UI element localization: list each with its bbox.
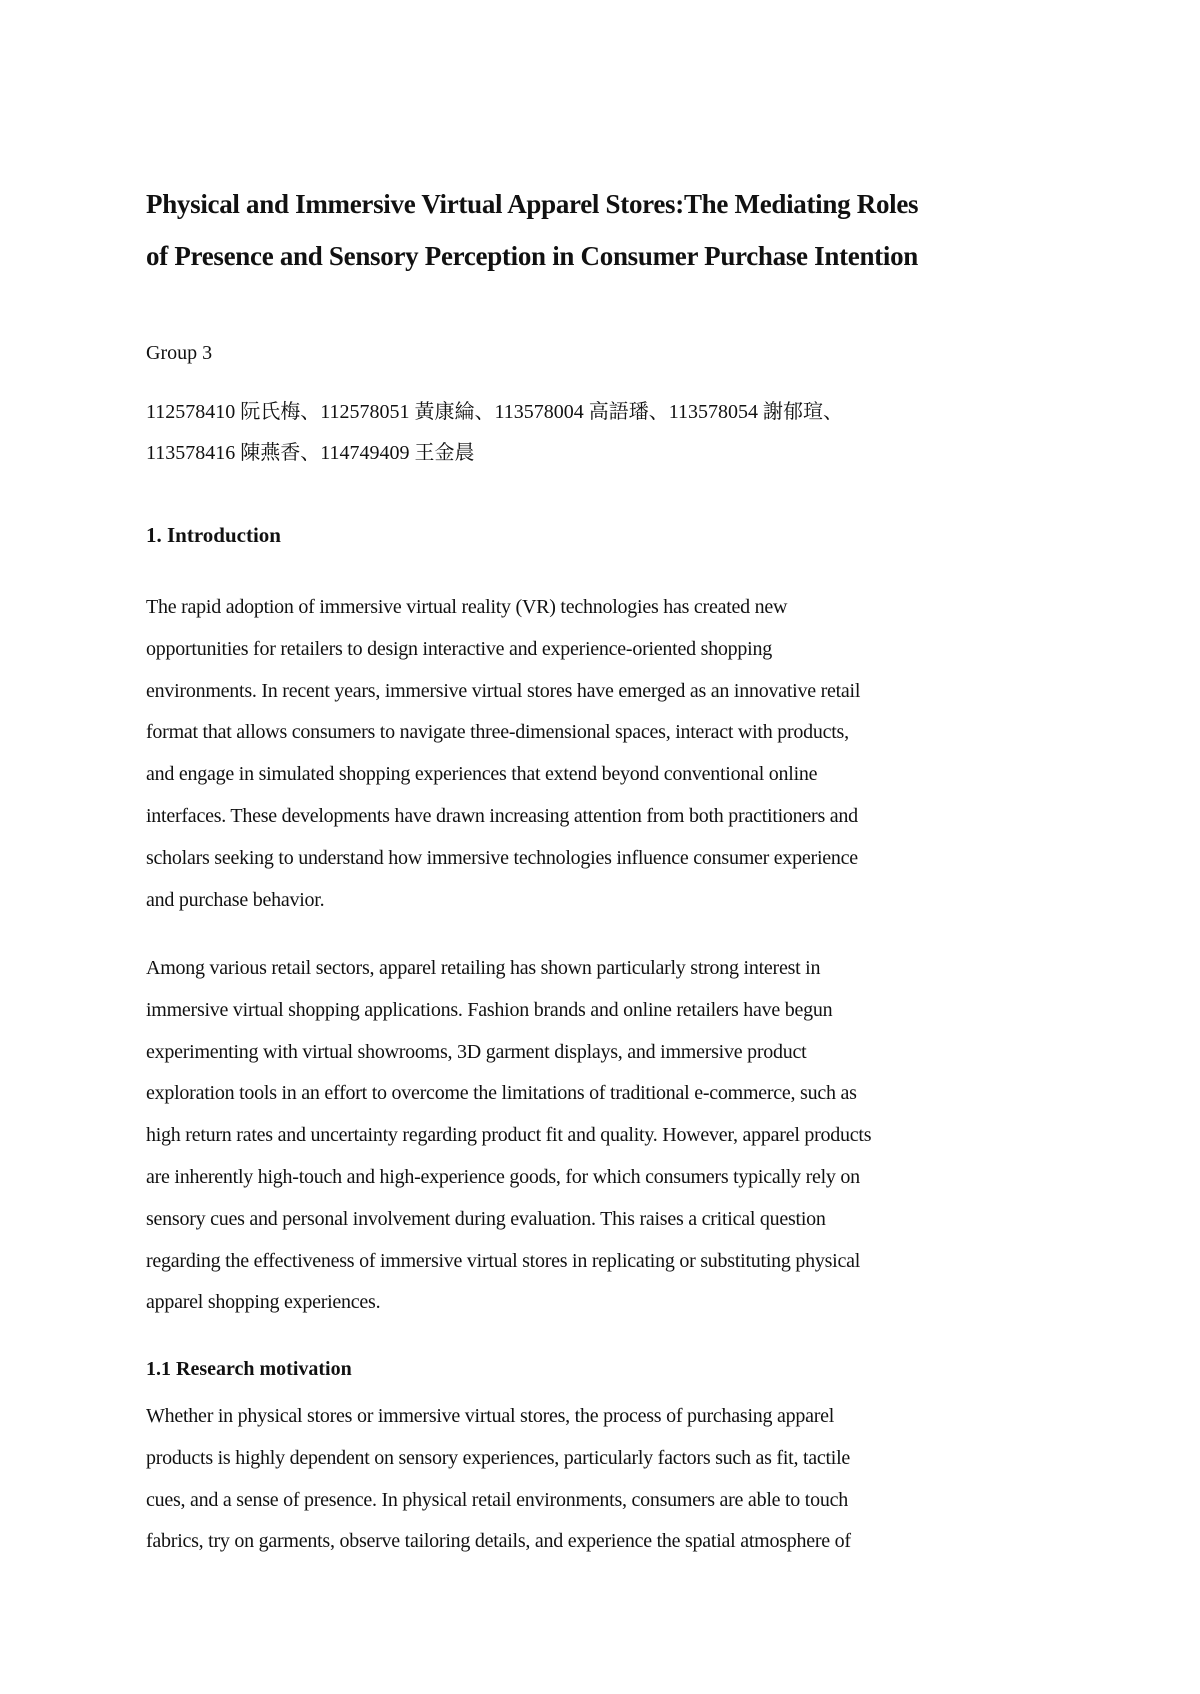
paragraph-line: Whether in physical stores or immersive virtual stores, the process of purchasing apparel [146, 1405, 835, 1427]
paragraph-line: Among various retail sectors, apparel retailing has shown particularly strong interest in [146, 957, 821, 979]
paragraph-line: sensory cues and personal involvement during evaluation. This raises a critical question [146, 1207, 826, 1230]
intro-paragraph-2 [146, 948, 1086, 1324]
paper-title [146, 178, 1066, 282]
paragraph-line: high return rates and uncertainty regarding product fit and quality. However, apparel products [146, 1124, 872, 1147]
paragraph-line: scholars seeking to understand how immersive technologies influence consumer experience [146, 846, 858, 869]
paragraph-line: immersive virtual shopping applications. Fashion brands and online retailers have begun [146, 998, 833, 1021]
paragraph-line: experimenting with virtual showrooms, 3D garment displays, and immersive product [146, 1040, 807, 1063]
paragraph-line: products is highly dependent on sensory experiences, particularly factors such as fit, tactile [146, 1446, 851, 1469]
paragraph-line: are inherently high-touch and high-experience goods, for which consumers typically rely on [146, 1165, 860, 1188]
paragraph-line: fabrics, try on garments, observe tailoring details, and experience the spatial atmosphere of [146, 1530, 851, 1553]
paragraph-line: format that allows consumers to navigate three-dimensional spaces, interact with products, [146, 721, 849, 744]
paragraph-line: environments. In recent years, immersive virtual stores have emerged as an innovative retail [146, 679, 861, 702]
paragraph-line: exploration tools in an effort to overcome the limitations of traditional e-commerce, such as [146, 1082, 857, 1105]
title-line: of Presence and Sensory Perception in Consumer Purchase Intention [146, 241, 918, 271]
section-heading-introduction: 1. Introduction [146, 523, 281, 547]
author-line: 113578416 陳燕香、114749409 王金晨 [146, 442, 475, 464]
title-line: Physical and Immersive Virtual Apparel Stores:The Mediating Roles [146, 189, 919, 219]
paragraph-line: opportunities for retailers to design interactive and experience-oriented shopping [146, 637, 772, 660]
paragraph-line: interfaces. These developments have drawn increasing attention from both practitioners and [146, 804, 858, 827]
paragraph-line: The rapid adoption of immersive virtual reality (VR) technologies has created new [146, 596, 788, 618]
group-label: Group 3 [146, 342, 213, 364]
paragraph-line: cues, and a sense of presence. In physical retail environments, consumers are able to touch [146, 1488, 848, 1511]
intro-paragraph-1 [146, 587, 1086, 921]
paragraph-line: apparel shopping experiences. [146, 1291, 381, 1314]
author-line: 112578410 阮氏梅、112578051 黃康綸、113578004 高語璠、113578054 謝郁瑄、 [146, 401, 844, 423]
paragraph-line: regarding the effectiveness of immersive virtual stores in replicating or substituting physical [146, 1249, 861, 1272]
paragraph-line: and purchase behavior. [146, 888, 325, 911]
paragraph-line: and engage in simulated shopping experiences that extend beyond conventional online [146, 763, 818, 786]
motivation-paragraph [146, 1396, 1086, 1563]
author-list [146, 392, 1086, 474]
subsection-heading-research-motivation: 1.1 Research motivation [146, 1358, 352, 1380]
